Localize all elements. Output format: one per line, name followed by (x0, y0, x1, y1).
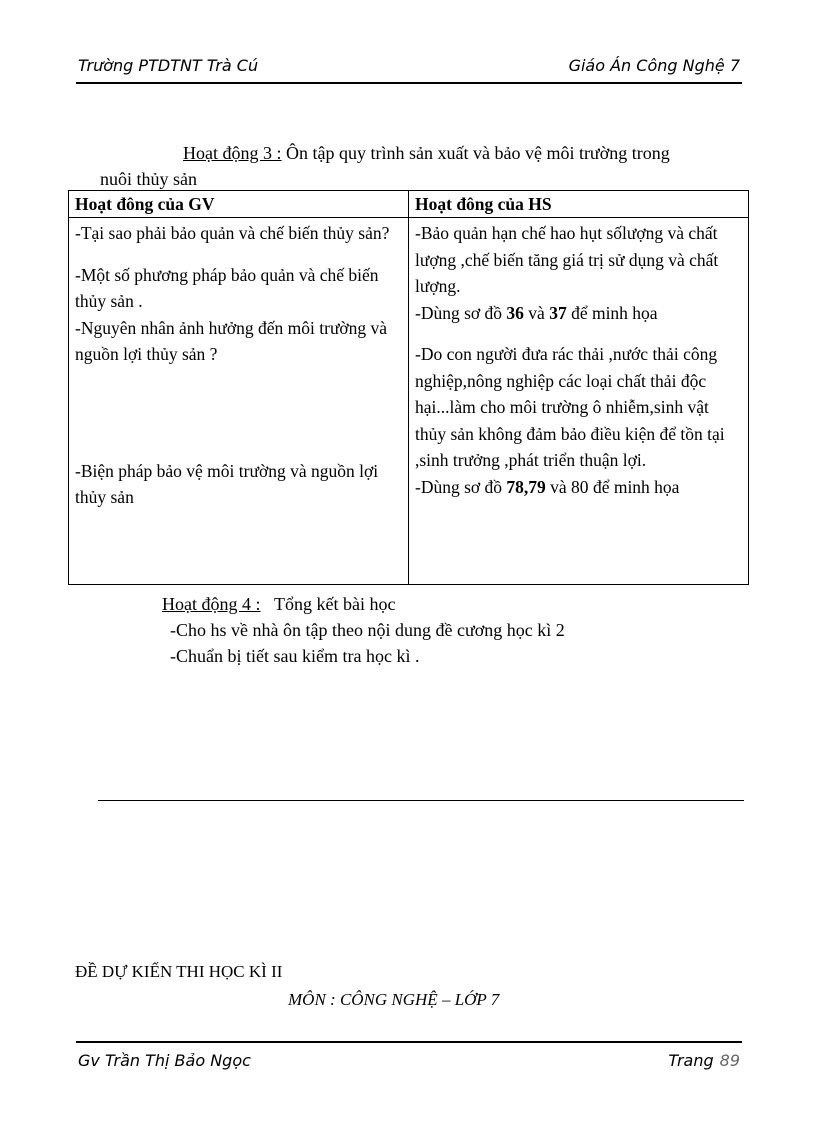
exam-subject: MÔN : CÔNG NGHỆ – LỚP 7 (288, 990, 500, 1009)
exam-title: ĐỀ DỰ KIẾN THI HỌC KÌ II (75, 962, 283, 981)
activity-table (68, 190, 749, 585)
gv-item: -Nguyên nhân ảnh hưởng đến môi trường và nguồn lợi thủy sản ? (75, 317, 388, 364)
school-name: Trường PTDTNT Trà Cú (78, 56, 259, 75)
hs-column (409, 218, 749, 585)
gv-item: -Biện pháp bảo vệ môi trường và nguồn lợi thủy sản (75, 460, 379, 507)
hs-item: -Dùng sơ đồ 78,79 và 80 để minh họa (415, 476, 680, 497)
gv-item: -Tại sao phải bảo quản và chế biến thủy sản? (75, 223, 390, 243)
gv-column (69, 218, 409, 585)
divider-line (98, 800, 744, 801)
teacher-name: Gv Trần Thị Bảo Ngọc (78, 1051, 251, 1070)
activity-4-label: Hoạt động 4 : (162, 594, 261, 614)
header-gv: Hoạt đông của GV (69, 191, 409, 218)
page-number: Trang 89 (668, 1051, 740, 1070)
activity-3-title-cont: nuôi thủy sản (100, 169, 197, 189)
hs-item: -Dùng sơ đồ 36 và 37 để minh họa (415, 302, 658, 323)
activity-4-item: -Chuẩn bị tiết sau kiểm tra học kì . (170, 646, 420, 666)
activity-4-section (162, 591, 565, 669)
hs-item: -Bảo quản hạn chế hao hụt sốlượng và chất lượng ,chế biến tăng giá trị sử dụng và chất lượng. (415, 223, 719, 296)
hs-item: -Do con người đưa rác thải ,nước thải công nghiệp,nông nghiệp các loại chất thải độc hại...làm cho môi trường ô nhiễm,sinh vật thủy sản không đảm bảo điều kiện để tồn tại ,sinh trưởng ,phát triển thuận lợi. (415, 344, 725, 470)
gv-item: -Một số phương pháp bảo quản và chế biến thủy sản . (75, 264, 379, 311)
document-title: Giáo Án Công Nghệ 7 (568, 56, 740, 75)
activity-3-label: Hoạt động 3 : (183, 143, 282, 163)
header-hs: Hoạt đông của HS (409, 191, 749, 218)
table-header-row (69, 191, 749, 218)
page-header (76, 52, 742, 84)
table-row (69, 218, 749, 585)
page-footer (76, 1041, 742, 1073)
activity-3-heading (70, 140, 750, 192)
activity-4-title: Tổng kết bài học (274, 594, 396, 614)
activity-4-item: -Cho hs về nhà ôn tập theo nội dung đề cương học kì 2 (170, 620, 565, 640)
activity-3-title: Ôn tập quy trình sản xuất và bảo vệ môi trường trong (286, 143, 670, 163)
